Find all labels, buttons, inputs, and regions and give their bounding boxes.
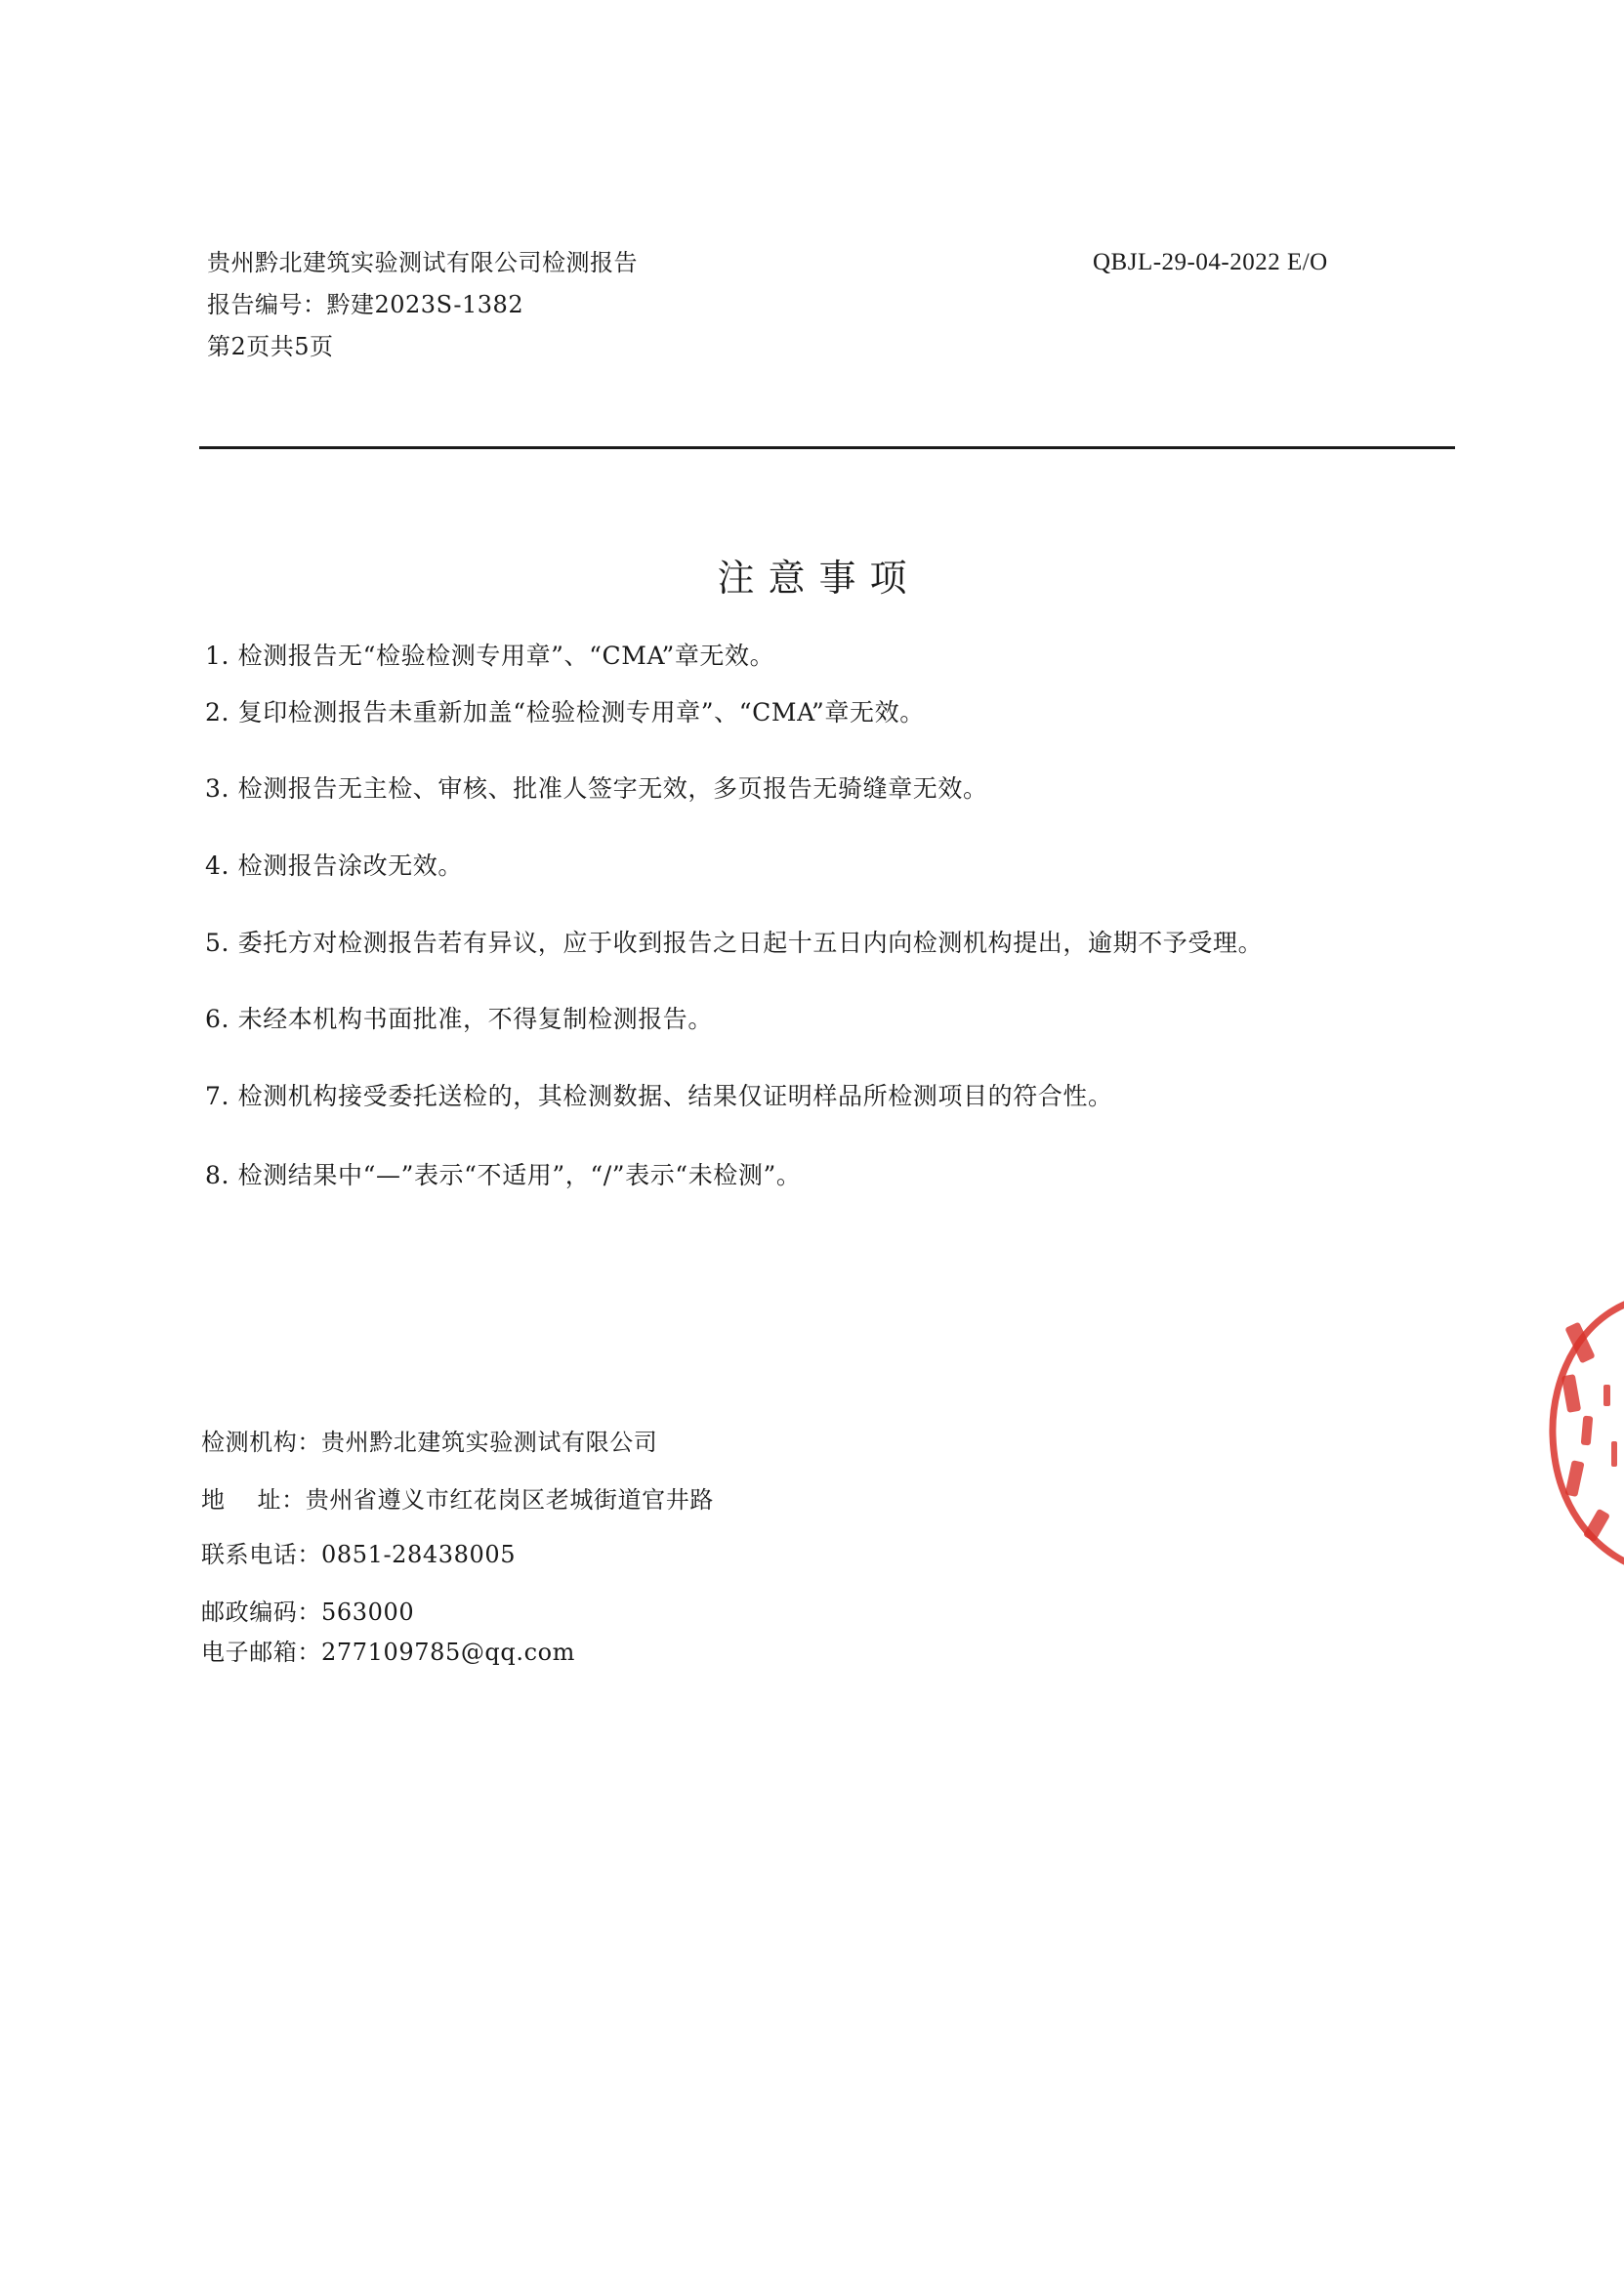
- postcode-value: 563000: [321, 1599, 415, 1626]
- contact-postcode: [201, 1597, 414, 1628]
- notice-item-6: 6. 未经本机构书面批准，不得复制检测报告。: [205, 1005, 714, 1033]
- email-label: 电子邮箱：: [201, 1639, 321, 1666]
- official-seal-icon: [1543, 1269, 1624, 1601]
- phone-label: 联系电话：: [201, 1541, 321, 1568]
- organization-label: 检测机构：: [201, 1429, 321, 1456]
- postcode-label: 邮政编码：: [201, 1599, 321, 1626]
- address-value: 贵州省遵义市红花岗区老城街道官井路: [305, 1486, 714, 1514]
- contact-phone: [201, 1539, 516, 1570]
- email-value: 277109785@qq.com: [321, 1639, 576, 1666]
- header-divider: [199, 446, 1455, 449]
- notice-item-1: 1. 检测报告无“检验检测专用章”、“CMA”章无效。: [205, 642, 775, 670]
- page-title: 注意事项: [717, 557, 921, 600]
- contact-address: [201, 1484, 714, 1516]
- contact-organization: [201, 1427, 657, 1458]
- header-company-report: 贵州黔北建筑实验测试有限公司检测报告: [207, 249, 638, 276]
- header-form-code: QBJL-29-04-2022 E/O: [1093, 249, 1328, 275]
- notice-item-3: 3. 检测报告无主检、审核、批准人签字无效，多页报告无骑缝章无效。: [205, 774, 988, 803]
- header-page-info: 第2页共5页: [207, 333, 334, 360]
- address-label: 地 址：: [201, 1486, 306, 1514]
- notice-item-2: 2. 复印检测报告未重新加盖“检验检测专用章”、“CMA”章无效。: [205, 698, 925, 727]
- notice-item-8: 8. 检测结果中“—”表示“不适用”，“/”表示“未检测”。: [205, 1161, 802, 1189]
- notice-item-4: 4. 检测报告涂改无效。: [205, 851, 464, 880]
- phone-value: 0851-28438005: [321, 1541, 517, 1568]
- notice-item-7: 7. 检测机构接受委托送检的，其检测数据、结果仅证明样品所检测项目的符合性。: [205, 1082, 1113, 1110]
- organization-value: 贵州黔北建筑实验测试有限公司: [321, 1429, 658, 1456]
- contact-email: [201, 1637, 575, 1668]
- notice-item-5: 5. 委托方对检测报告若有异议，应于收到报告之日起十五日内向检测机构提出，逾期不予受理。: [205, 929, 1264, 957]
- header-report-number: 报告编号：黔建2023S-1382: [207, 291, 524, 318]
